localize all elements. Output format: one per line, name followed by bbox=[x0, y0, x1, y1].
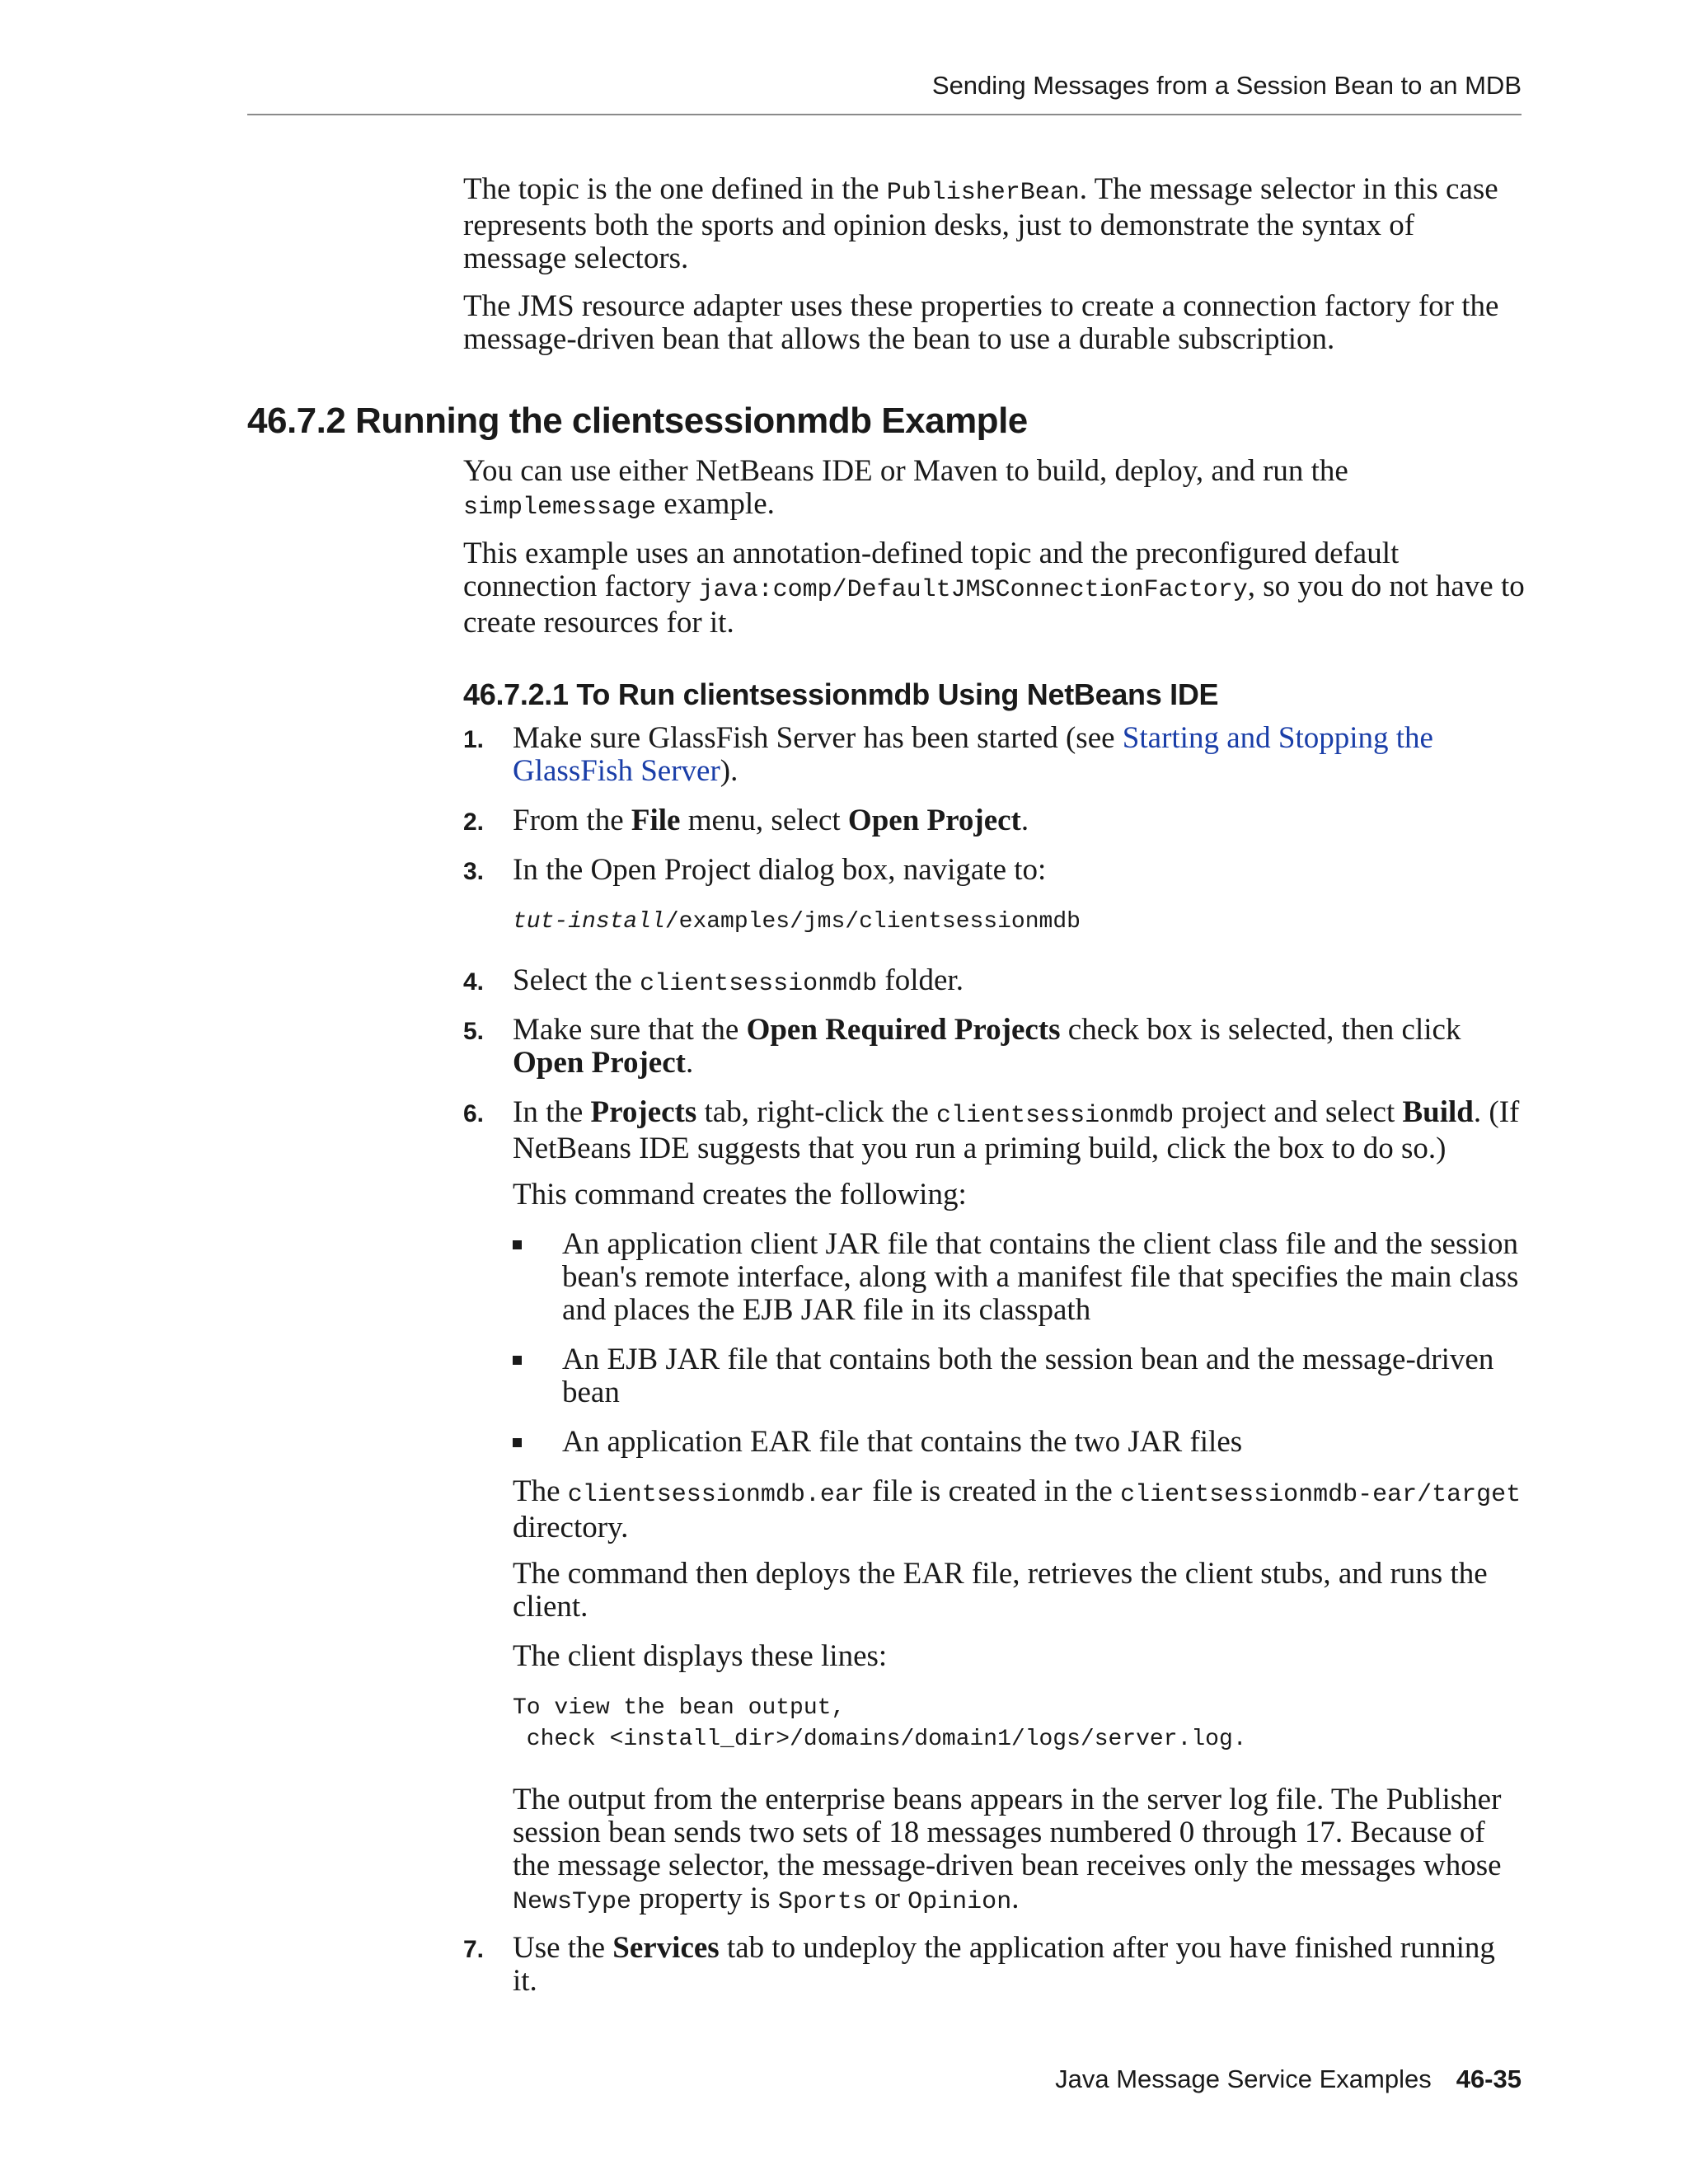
result-paragraph bbox=[513, 1783, 1525, 1919]
subsection-heading: 46.7.2.1 To Run clientsessionmdb Using NetBeans IDE bbox=[463, 677, 1219, 711]
menu-build: Build bbox=[1402, 1095, 1474, 1129]
result-text-c: or bbox=[866, 1882, 908, 1915]
section-p2-text-b: , so you do not have to create resources for it. bbox=[463, 569, 1525, 640]
step-5-text-a: Make sure that the bbox=[513, 1013, 747, 1047]
path-italic: tut-install bbox=[513, 909, 665, 935]
section-paragraph-1 bbox=[463, 455, 1525, 524]
step-text bbox=[513, 1014, 1525, 1080]
step-text bbox=[513, 1932, 1525, 1998]
displays-paragraph: The client displays these lines: bbox=[513, 1639, 888, 1673]
step-number: 3. bbox=[463, 858, 485, 885]
step-1-text-a: Make sure GlassFish Server has been started (see bbox=[513, 721, 1123, 755]
code-clientsessionmdb: clientsessionmdb bbox=[936, 1102, 1175, 1130]
intro-p1-text-b: . The message selector in this case represents both the sports and opinion desks, just to demonstrate the syntax of message selectors. bbox=[463, 172, 1498, 275]
client-output-text: To view the bean output, check <install_dir>/domains/domain1/logs/server.log. bbox=[513, 1695, 1247, 1752]
step-6-text-d: . (If NetBeans IDE suggests that you run a priming build, click the box to do so.) bbox=[513, 1095, 1520, 1165]
code-opinion: Opinion bbox=[907, 1888, 1012, 1916]
step-text bbox=[513, 804, 1525, 837]
deploys-paragraph: The command then deploys the EAR file, retrieves the client stubs, and runs the client. bbox=[513, 1557, 1488, 1624]
code-sports: Sports bbox=[777, 1888, 867, 1916]
step-number: 6. bbox=[463, 1100, 485, 1127]
step-5-text-b: check box is selected, then click bbox=[1060, 1013, 1461, 1047]
ear-text-a: The bbox=[513, 1474, 568, 1508]
step-2-text-a: From the bbox=[513, 804, 631, 837]
path-rest: /examples/jms/clientsessionmdb bbox=[664, 909, 1081, 935]
step-6-text-a: In the bbox=[513, 1095, 591, 1129]
step-6-text-c: project and select bbox=[1174, 1095, 1403, 1129]
menu-open-project: Open Project bbox=[847, 804, 1021, 837]
code-publisherbean: PublisherBean bbox=[886, 179, 1080, 207]
step-number: 2. bbox=[463, 808, 485, 836]
step-7-text-b: tab to undeploy the application after you have finished running it. bbox=[513, 1931, 1495, 1998]
intro-p1-text-a: The topic is the one defined in the bbox=[463, 172, 887, 206]
code-ear-file: clientsessionmdb.ear bbox=[567, 1481, 865, 1509]
result-text-d: . bbox=[1011, 1882, 1020, 1915]
section-p1-text-a: You can use either NetBeans IDE or Maven to build, deploy, and run the bbox=[463, 454, 1348, 488]
code-connection-factory: java:comp/DefaultJMSConnectionFactory bbox=[698, 576, 1248, 604]
tab-services: Services bbox=[612, 1931, 720, 1965]
checkbox-open-required-projects: Open Required Projects bbox=[746, 1013, 1061, 1047]
button-open-project: Open Project bbox=[513, 1046, 686, 1080]
section-p2-text-a: This example uses an annotation-defined topic and the preconfigured default connection factory bbox=[463, 537, 1400, 603]
step-number: 7. bbox=[463, 1936, 485, 1963]
link-starting-stopping-glassfish[interactable]: Starting and Stopping the GlassFish Server bbox=[513, 721, 1433, 788]
section-heading: 46.7.2 Running the clientsessionmdb Example bbox=[247, 401, 1028, 441]
result-text-a: The output from the enterprise beans appears in the server log file. The Publisher session bean sends two sets of 18 messages numbered 0 through 17. Because of the message selector, the message-driven bean receives only the messages whose bbox=[513, 1783, 1502, 1882]
client-output-code bbox=[513, 1693, 1525, 1755]
header-title: Sending Messages from a Session Bean to an MDB bbox=[931, 71, 1522, 100]
menu-file: File bbox=[631, 804, 681, 837]
bullet-text: An EJB JAR file that contains both the session bean and the message-driven bean bbox=[562, 1343, 1494, 1409]
result-text-b: property is bbox=[631, 1882, 778, 1915]
step-number: 5. bbox=[463, 1018, 485, 1045]
intro-p2-text: The JMS resource adapter uses these properties to create a connection factory for the message-driven bean that allows the bean to use a durable subscription. bbox=[463, 289, 1499, 356]
bullet-text: An application client JAR file that contains the client class file and the session bean's remote interface, along with a manifest file that specifies the main class and places the EJB JAR file in its classpath bbox=[562, 1227, 1519, 1327]
step-text bbox=[513, 722, 1525, 788]
creates-paragraph: This command creates the following: bbox=[513, 1178, 967, 1212]
intro-paragraph-1 bbox=[463, 173, 1525, 275]
step-1-text-b: ). bbox=[720, 754, 738, 788]
step-4-text-b: folder. bbox=[877, 963, 964, 997]
step-text bbox=[513, 1096, 1525, 1165]
ear-paragraph bbox=[513, 1475, 1525, 1544]
step-number: 4. bbox=[463, 968, 485, 996]
ear-text-b: file is created in the bbox=[864, 1474, 1121, 1508]
section-p1-text-b: example. bbox=[656, 487, 775, 521]
project-path bbox=[513, 907, 1525, 938]
footer-title: Java Message Service Examples bbox=[1055, 2064, 1432, 2093]
step-text: In the Open Project dialog box, navigate to: bbox=[513, 853, 1047, 887]
running-header bbox=[247, 71, 1522, 115]
code-clientsessionmdb: clientsessionmdb bbox=[640, 970, 878, 998]
step-6-text-b: tab, right-click the bbox=[696, 1095, 937, 1129]
step-number: 1. bbox=[463, 726, 485, 753]
tab-projects: Projects bbox=[590, 1095, 697, 1129]
ear-text-c: directory. bbox=[513, 1511, 629, 1544]
step-5-text-c: . bbox=[685, 1046, 694, 1080]
step-4-text-a: Select the bbox=[513, 963, 640, 997]
bullet-marker bbox=[513, 1438, 522, 1447]
step-2-text-c: . bbox=[1020, 804, 1029, 837]
code-newstype: NewsType bbox=[513, 1888, 632, 1916]
section-paragraph-2 bbox=[463, 537, 1525, 640]
step-text bbox=[513, 964, 1525, 1001]
code-simplemessage: simplemessage bbox=[463, 494, 657, 522]
page-number: 46-35 bbox=[1456, 2064, 1522, 2093]
bullet-marker bbox=[513, 1356, 522, 1365]
step-7-text-a: Use the bbox=[513, 1931, 613, 1965]
intro-paragraph-2 bbox=[463, 290, 1525, 356]
page-footer bbox=[247, 2064, 1522, 2094]
bullet-text: An application EAR file that contains the two JAR files bbox=[562, 1425, 1243, 1459]
bullet-marker bbox=[513, 1240, 522, 1249]
step-2-text-b: menu, select bbox=[680, 804, 848, 837]
code-ear-target: clientsessionmdb-ear/target bbox=[1120, 1481, 1522, 1509]
